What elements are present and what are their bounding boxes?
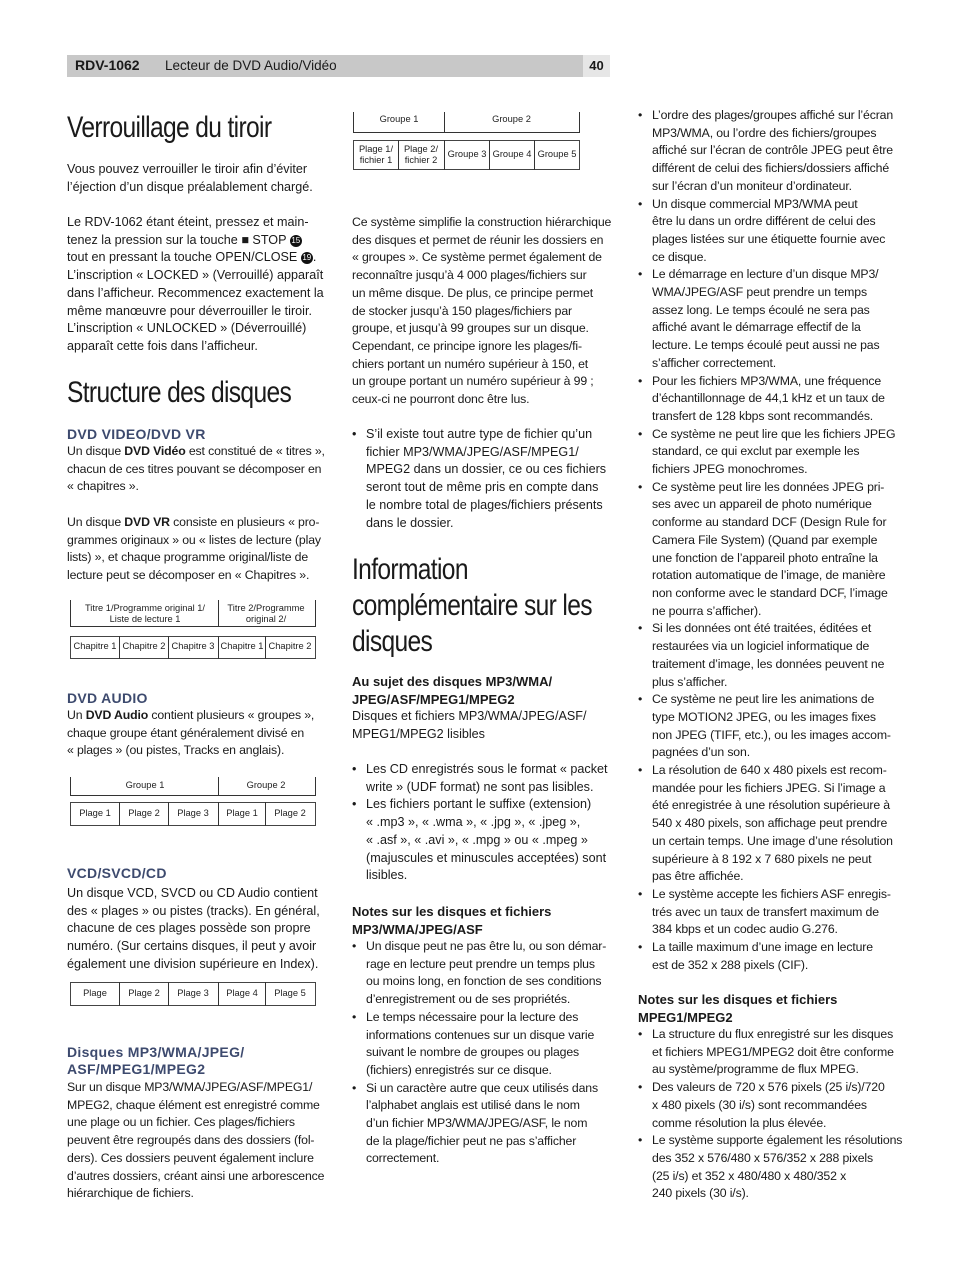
heading-dvd-video: DVD VIDEO/DVD VR (67, 426, 206, 442)
title-verrouillage: Verrouillage du tiroir (67, 111, 272, 144)
hierarchy-paragraph: Ce système simplifie la construction hiérarchique des disques et permet de réunir les dossiers en « groupes ». Ce système permet également de reconnaître jusqu’à 4 000 plages/fichiers sur un même disque. De plus, ce principe permet de stocker jusqu’à 150 plages/fichiers par groupe, et jusqu’à 99 groupes sur un disque. Cependant, ce principe ignore les plages/fi- chiers portant un numéro supérieur à 150, et un groupe portant un numéro supérieur à 99 ; ceux-ci ne pourront donc être lus. (352, 215, 612, 407)
cell: Groupe 5 (537, 149, 577, 159)
diagram-dvd-audio: Groupe 1 Groupe 2 Plage 1 Plage 2 Plage 3 Plage 1 Plage 2 (67, 775, 317, 827)
cell: Chapitre 2 (268, 641, 312, 651)
header-bar (67, 55, 610, 77)
page-number: 40 (583, 55, 610, 77)
heading-vcd: VCD/SVCD/CD (67, 865, 167, 881)
mpeg-bullets: • La structure du flux enregistré sur les disques et fichiers MPEG1/MPEG2 doit être conforme au système/programme de flux MPEG. • Des valeurs de 720 x 576 pixels (25 i/s)/720 x 480 pixels (30 i/s) sont recommandées comme résolution la plus élevée. • Le système supporte également les résolutions des 352 x 576/480 x 576/352 x 288 pixels (25 i/s) et 352 x 480/480 x 480/352 x 240 pixels (30 i/s). (638, 1027, 903, 1201)
notes-bullets: • Un disque peut ne pas être lu, ou son démar- rage en lecture peut prendre un temps plus ou moins long, en fonction de ses conditions d’enregistrement ou de ses propriétés. • Le temps nécessaire pour la lecture des informations contenues sur un disque varie suivant le nombre de groupes ou plages (fichiers) enregistrés sur ce disque. • Si un caractère autre que ceux utilisés dans l’alphabet anglais est utilisé dans le nom d’un fichier MP3/WMA/JPEG/ASF, le nom de la plage/fichier peut ne pas s’afficher correctement. (352, 939, 607, 1166)
title-information: Information complémentaire sur les disques (352, 553, 592, 658)
circled-number-19: 19 (302, 253, 312, 263)
about-paragraph: Disques et fichiers MP3/WMA/JPEG/ASF/ MPEG1/MPEG2 lisibles (352, 709, 587, 741)
diagram-dvd-video: Titre 1/Programme original 1/ Liste de lecture 1 Titre 2/Programme original 2/ Chapitre 1 Chapitre 2 Chapitre 3 Chapitre 1 Chapitre 2 (67, 598, 317, 660)
heading-about-mp3: Au sujet des disques MP3/WMA/ JPEG/ASF/MPEG1/MPEG2 (352, 674, 553, 707)
cell: Chapitre 1 (220, 641, 264, 651)
header-subtitle: Lecteur de DVD Audio/Vidéo (165, 58, 337, 73)
cell: Plage 3 (177, 808, 209, 818)
cell: Plage 2 (274, 808, 306, 818)
dvd-video-paragraph: Un disque DVD Vidéo est constitué de « titres », chacun de ces titres pouvant se décomposer en « chapitres ». (67, 444, 325, 494)
vcd-paragraph: Un disque VCD, SVCD ou CD Audio contient des « plages » ou pistes (tracks). En général, chacune de ces plages possède son propre numéro. (Sur certains disques, il peut y avoir également une division supérieure en Index). (67, 886, 320, 971)
diagram-vcd (67, 981, 317, 1007)
heading-notes-mp3: Notes sur les disques et fichiers MP3/WMA/JPEG/ASF (352, 904, 552, 937)
title-structure: Structure des disques (67, 376, 292, 409)
diagram-mp3: Groupe 1 Groupe 2 Plage 1/ fichier 1 Plage 2/ fichier 2 Groupe 3 Groupe 4 Groupe 5 (350, 110, 582, 172)
heading-dvd-audio: DVD AUDIO (67, 690, 148, 706)
cell: Chapitre 3 (171, 641, 215, 651)
col3-bullets: • L’ordre des plages/groupes affiché sur l’écran MP3/WMA, ou l’ordre des fichiers/groupes affiché sur l’écran de contrôle JPEG peut être différent de celui des fichiers/dossiers affiché sur l’écran d’un moniteur d’ordinateur. • Un disque commercial MP3/WMA peut être lu dans un ordre différent de celui des plages listées sur une étiquette fournie avec ce disque. • Le démarrage en lecture d’un disque MP3/ WMA/JPEG/ASF peut prendre un temps assez long. Le temps écoulé ne sera pas affiché avant le démarrage effectif de la lecture. Le temps écoulé peut aussi ne pas s’afficher correctement. • Pour les fichiers MP3/WMA, une fréquence d’échantillonnage de 44,1 kHz et un taux de transfert de 128 kbps sont recommandés. • Ce système ne peut lire que les fichiers JPEG standard, ce qui exclut par exemple les fichiers JPEG monochromes. • Ce système peut lire les données JPEG pri- ses avec un appareil de photo numérique conforme au standard DCF (Design Rule for Camera File System) (Quand par exemple une fonction de l’appareil photo entraîne la rotation automatique de l’image, de manière non conforme avec le standard DCF, l’image ne pourra s’afficher). • Si les données ont été traitées, éditées et restaurées via un logiciel informatique de traitement d’image, les données peuvent ne plus s’afficher. • Ce système ne peut lire les animations de type MOTION2 JPEG, ou les images fixes non JPEG (TIFF, etc.), ou les images accom- pagnées d’un son. • La résolution de 640 x 480 pixels est recom- mandée pour les fichiers JPEG. Si l’image a été enregistrée à une résolution supérieure à 540 x 480 pixels, son affichage peut prendre un certain temps. Une image d’une résolution supérieure à 8 192 x 7 680 pixels ne peut pas être affichée. • Le système accepte les fichiers ASF enregis- trés avec un taux de transfert maximum de 384 kbps et un codec audio G.276. • La taille maximum d’une image en lecture est de 352 x 288 pixels (CIF). (638, 108, 896, 972)
cell: Groupe 4 (492, 149, 532, 159)
heading-mp3: Disques MP3/WMA/JPEG/ ASF/MPEG1/MPEG2 (67, 1044, 245, 1077)
cell: Plage 4 (226, 988, 258, 998)
cell: Plage 5 (274, 988, 306, 998)
cell: Chapitre 2 (122, 641, 166, 651)
lock-paragraph: Le RDV-1062 étant éteint, pressez et main- tenez la pression sur la touche ■ STOP 15 tout en pressant la touche OPEN/CLOSE 19 . L’inscription « LOCKED » (Verrouillé) apparaît dans l’afficheur. Recommencez exactement la même manœuvre pour déverrouiller le tiroir. L’inscription « UNLOCKED » (Déverrouillé) apparaît cette fois dans l’afficheur. (67, 215, 324, 353)
header-model: RDV-1062 (75, 57, 140, 73)
cell: Plage 1 (226, 808, 258, 818)
circled-number-15: 15 (291, 235, 301, 245)
cell: Plage 1 (79, 808, 111, 818)
cell: Plage 2 (128, 988, 160, 998)
cell: Plage 2 (128, 808, 160, 818)
bullet-other-files: • S’il existe tout autre type de fichier qu’un fichier MP3/WMA/JPEG/ASF/MPEG1/ MPEG2 dans un dossier, ce ou ces fichiers seront tout de même pris en compte dans le nombre total de plages/fichiers présents dans le dossier. (352, 427, 607, 530)
cell: Chapitre 1 (73, 641, 117, 651)
intro-paragraph: Vous pouvez verrouiller le tiroir afin d’éviter l’éjection d’un disque préalablement chargé. (67, 162, 313, 194)
dvd-vr-paragraph: Un disque DVD VR consiste en plusieurs « pro- grammes originaux » ou « listes de lecture (play lists) », et chaque programme original/liste de lecture peut se décomposer en « Chapitres ». (67, 515, 321, 583)
cell: Plage (83, 988, 107, 998)
mp3-paragraph: Sur un disque MP3/WMA/JPEG/ASF/MPEG1/ MPEG2, chaque élément est enregistré comme une plage ou un fichier. Ces plages/fichiers peuvent être regroupés dans des dossiers (fol- ders). Ces dossiers peuvent également inclure d’autres dossiers, créant ainsi une arborescence hiérarchique de fichiers. (67, 1080, 325, 1201)
cell: Plage 3 (177, 988, 209, 998)
about-bullets: • Les CD enregistrés sous le format « packet write » (UDF format) ne sont pas lisibles. • Les fichiers portant le suffixe (extension) « .mp3 », « .wma », « .jpg », « .jpeg », « .asf », « .avi », « .mpg » ou « .mpeg » (majuscules et minuscules acceptées) sont lisibles. (352, 762, 608, 883)
cell: Plage 2/ fichier 2 (403, 144, 439, 165)
cell: Plage 1/ fichier 1 (358, 144, 394, 165)
cell: Groupe 3 (447, 149, 487, 159)
heading-notes-mpeg: Notes sur les disques et fichiers MPEG1/MPEG2 (638, 992, 838, 1025)
dvd-audio-paragraph: Un DVD Audio contient plusieurs « groupes », chaque groupe étant généralement divisé en « plages » (ou pistes, Tracks en anglais). (67, 708, 315, 758)
